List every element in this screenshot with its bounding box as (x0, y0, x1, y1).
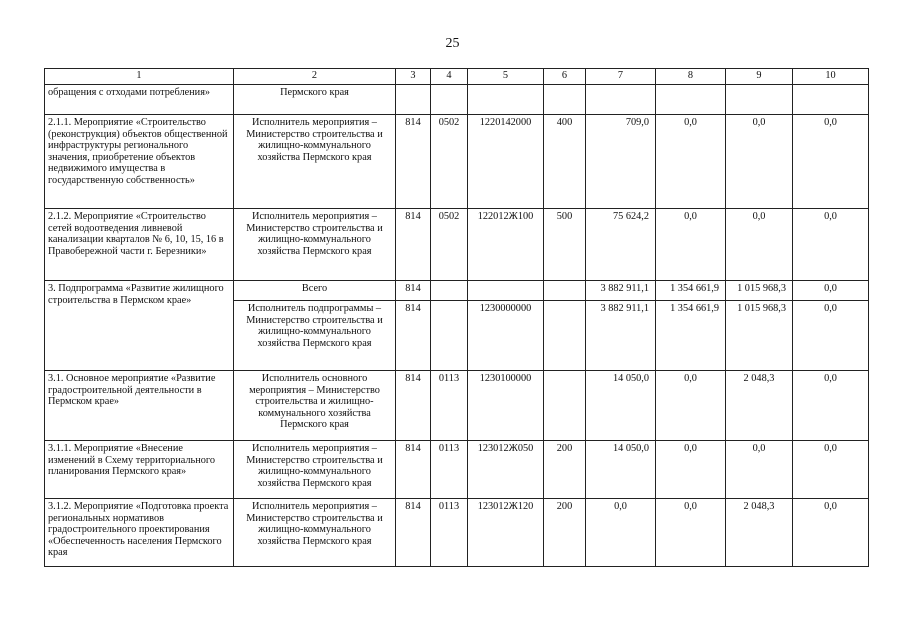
header-cell: 7 (586, 69, 656, 85)
program-name-cell: 2.1.2. Мероприятие «Строительство сетей водоотведения ливневой канализации кварталов № 6, 10, 15, 16 в Правобережной части г. Березники» (45, 209, 234, 281)
amount-cell: 0,0 (656, 499, 726, 567)
expense-type-cell (544, 85, 586, 115)
amount-cell: 14 050,0 (586, 371, 656, 441)
amount-cell: 2 048,3 (726, 499, 793, 567)
page-number: 25 (445, 36, 460, 51)
amount-cell: 0,0 (656, 209, 726, 281)
target-article-cell: 1230100000 (468, 371, 544, 441)
executor-cell: Исполнитель мероприятия – Министерство строительства и жилищно-коммунального хозяйства Пермского края (234, 499, 396, 567)
program-name-cell: 3.1. Основное мероприятие «Развитие градостроительной деятельности в Пермском крае» (45, 371, 234, 441)
table-row (45, 115, 869, 209)
amount-cell (656, 85, 726, 115)
admin-code-cell: 814 (396, 115, 431, 209)
amount-cell: 0,0 (656, 371, 726, 441)
amount-cell (726, 85, 793, 115)
amount-cell (793, 85, 869, 115)
section-code-cell: 0113 (431, 371, 468, 441)
admin-code-cell: 814 (396, 499, 431, 567)
program-name-cell: 3.1.1. Мероприятие «Внесение изменений в Схему территориального планирования Пермского края» (45, 441, 234, 499)
executor-cell: Исполнитель мероприятия – Министерство строительства и жилищно-коммунального хозяйства Пермского края (234, 441, 396, 499)
section-code-cell: 0113 (431, 499, 468, 567)
amount-cell: 2 048,3 (726, 371, 793, 441)
amount-cell: 1 354 661,9 (656, 281, 726, 301)
executor-cell: Пермского края (234, 85, 396, 115)
table-row (45, 371, 869, 441)
amount-cell: 0,0 (793, 281, 869, 301)
admin-code-cell (396, 85, 431, 115)
table-row (45, 209, 869, 281)
admin-code-cell: 814 (396, 371, 431, 441)
expense-type-cell: 200 (544, 441, 586, 499)
target-article-cell: 123012Ж050 (468, 441, 544, 499)
program-name-cell: 3. Подпрограмма «Развитие жилищного строительства в Пермском крае» (45, 281, 234, 371)
amount-cell: 1 015 968,3 (726, 301, 793, 371)
executor-cell: Исполнитель мероприятия – Министерство строительства и жилищно-коммунального хозяйства Пермского края (234, 209, 396, 281)
amount-cell: 3 882 911,1 (586, 301, 656, 371)
table-row (45, 441, 869, 499)
amount-cell (586, 85, 656, 115)
header-cell: 2 (234, 69, 396, 85)
table-row (45, 85, 869, 115)
header-cell: 6 (544, 69, 586, 85)
target-article-cell: 1230000000 (468, 301, 544, 371)
executor-cell: Исполнитель подпрограммы – Министерство строительства и жилищно-коммунального хозяйства Пермского края (234, 301, 396, 371)
table-row (45, 499, 869, 567)
header-cell: 3 (396, 69, 431, 85)
amount-cell: 0,0 (726, 441, 793, 499)
header-cell: 9 (726, 69, 793, 85)
amount-cell: 0,0 (793, 371, 869, 441)
target-article-cell: 1220142000 (468, 115, 544, 209)
admin-code-cell: 814 (396, 441, 431, 499)
header-row (45, 69, 869, 85)
header-cell: 5 (468, 69, 544, 85)
expense-type-cell (544, 371, 586, 441)
amount-cell: 0,0 (793, 301, 869, 371)
amount-cell: 0,0 (793, 209, 869, 281)
header-cell: 8 (656, 69, 726, 85)
executor-cell: Исполнитель мероприятия – Министерство строительства и жилищно-коммунального хозяйства Пермского края (234, 115, 396, 209)
table-row (45, 281, 869, 301)
amount-cell: 75 624,2 (586, 209, 656, 281)
program-name-cell: обращения с отходами потребления» (45, 85, 234, 115)
admin-code-cell: 814 (396, 209, 431, 281)
section-code-cell: 0113 (431, 441, 468, 499)
budget-table (44, 68, 869, 567)
amount-cell: 0,0 (793, 115, 869, 209)
expense-type-cell: 400 (544, 115, 586, 209)
amount-cell: 0,0 (726, 115, 793, 209)
amount-cell: 3 882 911,1 (586, 281, 656, 301)
target-article-cell (468, 85, 544, 115)
executor-cell: Всего (234, 281, 396, 301)
amount-cell: 0,0 (656, 441, 726, 499)
program-name-cell: 3.1.2. Мероприятие «Подготовка проекта региональных нормативов градостроительного проектирования «Обеспеченность населения Пермского края (45, 499, 234, 567)
section-code-cell: 0502 (431, 115, 468, 209)
amount-cell: 0,0 (726, 209, 793, 281)
section-code-cell: 0502 (431, 209, 468, 281)
target-article-cell: 123012Ж120 (468, 499, 544, 567)
expense-type-cell (544, 281, 586, 301)
expense-type-cell (544, 301, 586, 371)
executor-cell: Исполнитель основного мероприятия – Министерство строительства и жилищно-коммунального хозяйства Пермского края (234, 371, 396, 441)
header-cell: 1 (45, 69, 234, 85)
section-code-cell (431, 281, 468, 301)
admin-code-cell: 814 (396, 281, 431, 301)
section-code-cell (431, 85, 468, 115)
program-name-cell: 2.1.1. Мероприятие «Строительство (реконструкция) объектов общественной инфраструктуры регионального значения, приобретение объектов недвижимого имущества в государственную собственность» (45, 115, 234, 209)
amount-cell: 0,0 (793, 441, 869, 499)
section-code-cell (431, 301, 468, 371)
header-cell: 10 (793, 69, 869, 85)
amount-cell: 1 354 661,9 (656, 301, 726, 371)
expense-type-cell: 200 (544, 499, 586, 567)
admin-code-cell: 814 (396, 301, 431, 371)
expense-type-cell: 500 (544, 209, 586, 281)
amount-cell: 0,0 (656, 115, 726, 209)
target-article-cell (468, 281, 544, 301)
target-article-cell: 122012Ж100 (468, 209, 544, 281)
header-cell: 4 (431, 69, 468, 85)
amount-cell: 1 015 968,3 (726, 281, 793, 301)
amount-cell: 709,0 (586, 115, 656, 209)
amount-cell: 0,0 (586, 499, 656, 567)
amount-cell: 0,0 (793, 499, 869, 567)
amount-cell: 14 050,0 (586, 441, 656, 499)
